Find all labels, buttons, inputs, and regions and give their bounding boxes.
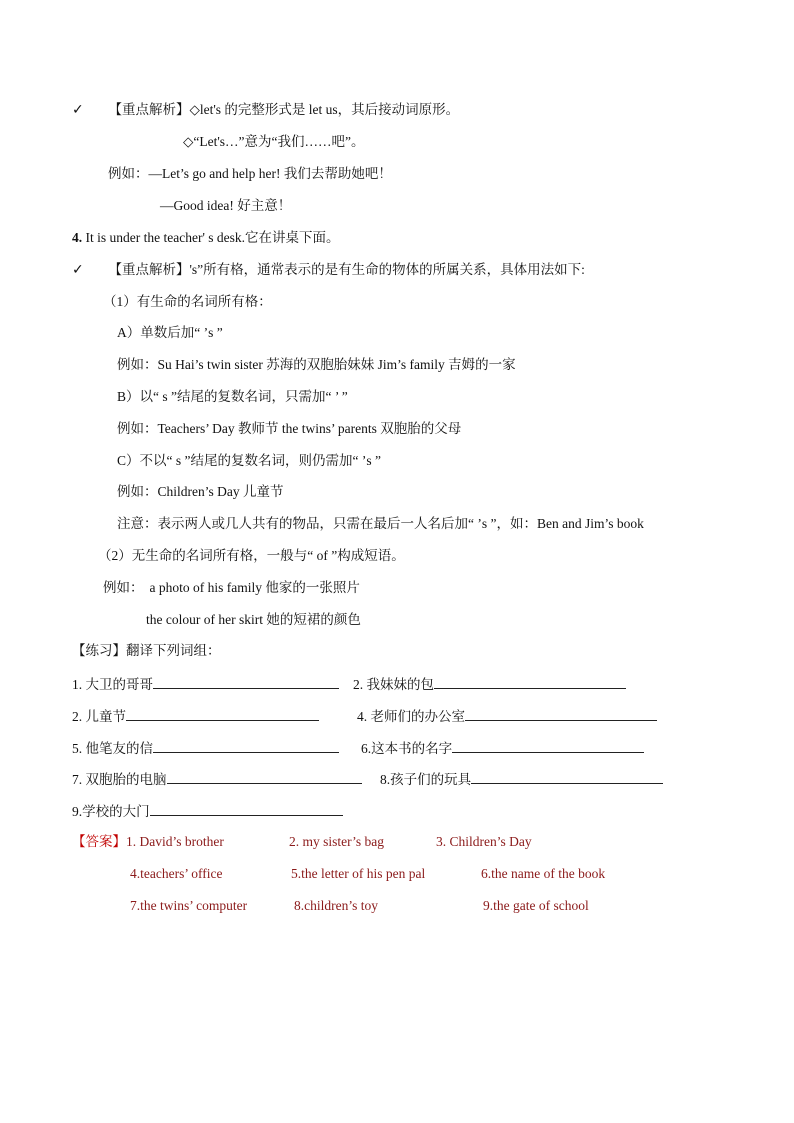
answer-item: 1. David’s brother — [126, 834, 224, 849]
answer-blank[interactable] — [126, 706, 319, 721]
subsection-1: （1）有生命的名词所有格： — [103, 294, 272, 309]
answer-blank[interactable] — [153, 738, 339, 753]
key-point-2 — [72, 261, 585, 279]
sentence-number: 4. — [72, 230, 83, 245]
answer-item: 9.the gate of school — [483, 898, 589, 913]
practice-item: 1. 大卫的哥哥 — [72, 674, 339, 694]
practice-item: 7. 双胞胎的电脑 — [72, 769, 362, 789]
answer-blank[interactable] — [452, 738, 644, 753]
example-label: 例如： — [108, 166, 149, 181]
key-point-tag: 【重点解析】 — [108, 102, 190, 117]
practice-item: 9.学校的大门 — [72, 801, 343, 821]
example-1 — [108, 165, 392, 183]
example-text: —Let’s go and help her! 我们去帮助她吧！ — [148, 166, 392, 181]
answer-item: 5.the letter of his pen pal — [291, 866, 426, 881]
example-label: 例如： — [103, 580, 144, 595]
rule-b-example: 例如：Teachers’ Day 教师节 the twins’ parents 双胞胎的父母 — [117, 421, 462, 436]
example-text: a photo of his family 他家的一张照片 — [149, 580, 360, 595]
answer-item: 2. my sister’s bag — [289, 834, 384, 849]
practice-item: 2. 我妹妹的包 — [353, 674, 626, 694]
rule-c-example: 例如：Children’s Day 儿童节 — [117, 484, 284, 499]
answer-row-1 — [72, 833, 224, 851]
answer-item: 6.the name of the book — [481, 866, 606, 881]
answer-item: 3. Children’s Day — [436, 834, 532, 849]
note: 注意：表示两人或几人共有的物品，只需在最后一人名后加“ ’s ”，如：Ben and Jim’s book — [117, 516, 644, 531]
key-point-text: 's”所有格，通常表示的是有生命的物体的所属关系，具体用法如下: — [189, 262, 585, 277]
practice-item: 5. 他笔友的信 — [72, 738, 339, 758]
rule-c: C）不以“ s ”结尾的复数名词，则仍需加“ ’s ” — [117, 453, 381, 468]
example-a — [103, 579, 360, 597]
answer-blank[interactable] — [150, 801, 343, 816]
example-b: the colour of her skirt 她的短裙的颜色 — [146, 612, 361, 627]
answer-tag: 【答案】 — [72, 834, 126, 849]
rule-b: B）以“ s ”结尾的复数名词，只需加“ ’ ” — [117, 389, 348, 404]
answer-blank[interactable] — [434, 674, 626, 689]
rule-a: A）单数后加“ ’s ” — [117, 325, 223, 340]
example-2: —Good idea! 好主意！ — [160, 198, 292, 213]
practice-item: 4. 老师们的办公室 — [357, 706, 657, 726]
key-point-1-line2: ◇“Let's…”意为“我们……吧”。 — [183, 134, 365, 149]
checkmark-icon: ✓ — [72, 262, 84, 278]
rule-a-example: 例如：Su Hai’s twin sister 苏海的双胞胎妹妹 Jim’s family 吉姆的一家 — [117, 357, 516, 372]
answer-blank[interactable] — [465, 706, 657, 721]
practice-title: 【练习】翻译下列词组： — [72, 643, 221, 658]
practice-item: 8.孩子们的玩具 — [380, 769, 663, 789]
answer-item: 8.children’s toy — [294, 898, 378, 913]
subsection-2: （2）无生命的名词所有格，一般与“ of ”构成短语。 — [98, 548, 405, 563]
key-point-text: ◇let's 的完整形式是 let us，其后接动词原形。 — [189, 102, 460, 117]
sentence-4 — [72, 229, 340, 247]
practice-item: 6.这本书的名字 — [361, 738, 644, 758]
answer-blank[interactable] — [167, 769, 362, 784]
key-point-1 — [72, 101, 459, 119]
answer-blank[interactable] — [153, 674, 339, 689]
answer-item: 7.the twins’ computer — [130, 898, 248, 913]
key-point-tag: 【重点解析】 — [108, 262, 190, 277]
practice-item: 2. 儿童节 — [72, 706, 319, 726]
sentence-text: It is under the teacher' s desk.它在讲桌下面。 — [82, 230, 340, 245]
checkmark-icon: ✓ — [72, 102, 84, 118]
answer-blank[interactable] — [471, 769, 663, 784]
answer-item: 4.teachers’ office — [130, 866, 223, 881]
